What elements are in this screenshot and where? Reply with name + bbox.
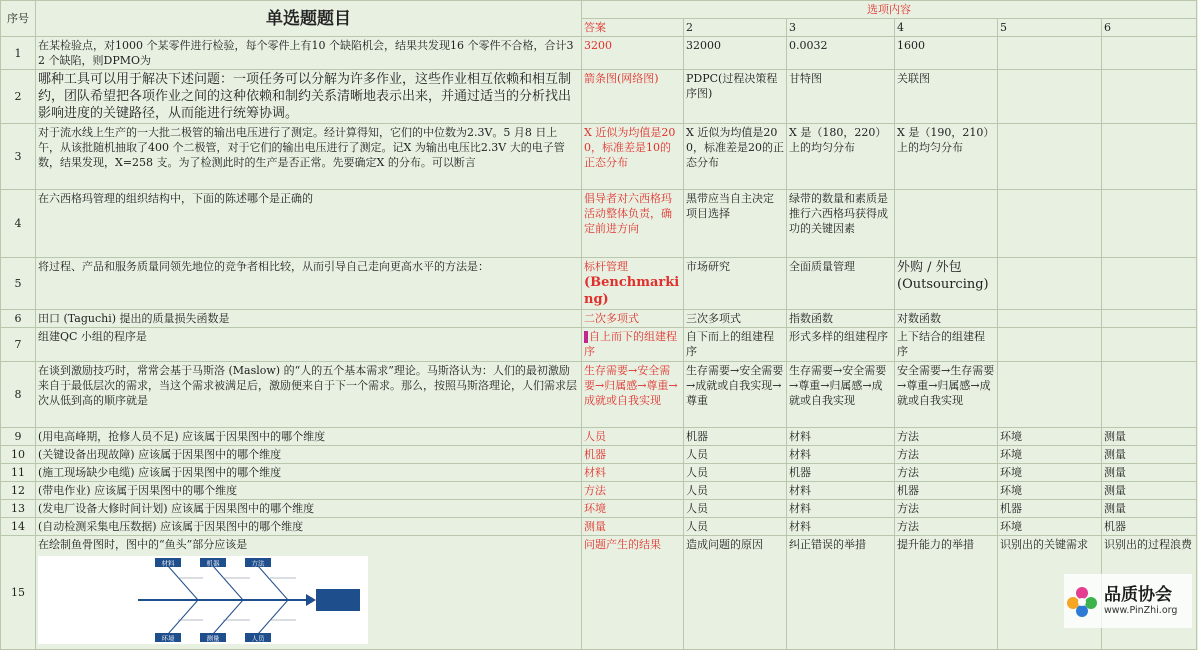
table-row <box>1 190 1197 258</box>
option-cell[interactable] <box>1102 190 1197 258</box>
row-number[interactable]: 5 <box>1 258 36 310</box>
fishbone-top-label: 机器 <box>206 559 220 568</box>
question-cell[interactable]: (自动检测采集电压数据) 应该属于因果图中的哪个维度 <box>36 518 582 536</box>
option-cell[interactable] <box>895 258 998 310</box>
fishbone-bottom-label: 人员 <box>251 634 265 643</box>
option-cell[interactable] <box>998 258 1102 310</box>
header-row <box>1 1 1197 19</box>
option-cell[interactable]: 人员 <box>684 464 787 482</box>
row-number[interactable]: 8 <box>1 362 36 428</box>
fishbone-bottom-label: 测量 <box>206 634 220 643</box>
option-cell[interactable]: 黑带应当自主决定项目选择 <box>684 190 787 258</box>
row-number[interactable]: 1 <box>1 37 36 70</box>
answer-cell[interactable]: 倡导者对六西格玛活动整体负责，确定前进方向 <box>582 190 684 258</box>
option-cell[interactable]: 生存需要→安全需要→成就或自我实现→尊重 <box>684 362 787 428</box>
option-cell[interactable] <box>998 310 1102 328</box>
flower-logo-icon <box>1064 583 1100 619</box>
option-cell[interactable] <box>895 190 998 258</box>
option-cell[interactable] <box>1102 70 1197 124</box>
answer-cell[interactable] <box>582 258 684 310</box>
answer-cell[interactable]: X 近似为均值是200，标准差是10的正态分布 <box>582 124 684 190</box>
text-cursor-icon <box>584 331 588 343</box>
option-cell[interactable]: X 是（190，210）上的均匀分布 <box>895 124 998 190</box>
question-cell[interactable]: 田口 (Taguchi) 提出的质量损失函数是 <box>36 310 582 328</box>
option-cell[interactable]: 机器 <box>684 428 787 446</box>
pinzhi-logo <box>1064 574 1192 628</box>
option-cell[interactable]: 测量 <box>1102 446 1197 464</box>
option-cell[interactable]: 方法 <box>895 446 998 464</box>
fishbone-bottom-label: 环境 <box>161 634 175 643</box>
question-text: 在绘制鱼骨图时，图中的“鱼头”部分应该是 <box>38 538 248 551</box>
row-number[interactable]: 13 <box>1 500 36 518</box>
option-cell[interactable] <box>1102 124 1197 190</box>
option-cell[interactable]: 环境 <box>998 428 1102 446</box>
question-cell[interactable]: 在某检验点，对1000 个某零件进行检验，每个零件上有10 个缺陷机会，结果共发现16 个零件不合格，合计32 个缺陷，则DPMO为 <box>36 37 582 70</box>
option-cell[interactable]: 机器 <box>787 464 895 482</box>
answer-cell[interactable]: 方法 <box>582 482 684 500</box>
answer-cell[interactable]: 材料 <box>582 464 684 482</box>
option-cell[interactable]: 材料 <box>787 500 895 518</box>
option-cell[interactable]: 市场研究 <box>684 258 787 310</box>
question-cell[interactable]: 在六西格玛管理的组织结构中，下面的陈述哪个是正确的 <box>36 190 582 258</box>
header-col-5[interactable]: 5 <box>998 19 1102 37</box>
option-cell[interactable]: 三次多项式 <box>684 310 787 328</box>
header-col-4[interactable]: 4 <box>895 19 998 37</box>
table-row <box>1 536 1197 650</box>
option-cell[interactable]: 纠正错误的举措 <box>787 536 895 650</box>
table-row <box>1 310 1197 328</box>
option-cell[interactable]: 上下结合的组建程序 <box>895 328 998 362</box>
answer-cell[interactable]: 机器 <box>582 446 684 464</box>
option-cell[interactable]: 材料 <box>787 518 895 536</box>
fishbone-top-label: 方法 <box>251 559 265 568</box>
option-cell[interactable]: 方法 <box>895 464 998 482</box>
fishbone-image <box>38 556 368 644</box>
table-row <box>1 328 1197 362</box>
option-cell[interactable]: 机器 <box>998 500 1102 518</box>
row-number[interactable]: 14 <box>1 518 36 536</box>
option-cell[interactable]: 环境 <box>998 482 1102 500</box>
option-cell[interactable]: 测量 <box>1102 482 1197 500</box>
option-cell[interactable]: 测量 <box>1102 464 1197 482</box>
option-line-english: (Outsourcing) <box>897 277 989 292</box>
option-cell[interactable]: 生存需要→安全需要→尊重→归属感→成就或自我实现 <box>787 362 895 428</box>
question-cell[interactable]: (关键设备出现故障) 应该属于因果图中的哪个维度 <box>36 446 582 464</box>
option-cell[interactable] <box>998 362 1102 428</box>
option-cell[interactable]: 指数函数 <box>787 310 895 328</box>
header-col-3[interactable]: 3 <box>787 19 895 37</box>
table-row <box>1 258 1197 310</box>
answer-cell[interactable]: 测量 <box>582 518 684 536</box>
option-cell[interactable] <box>998 70 1102 124</box>
option-cell[interactable]: X 近似为均值是200，标准差是20的正态分布 <box>684 124 787 190</box>
option-cell[interactable]: 1600 <box>895 37 998 70</box>
row-number[interactable]: 9 <box>1 428 36 446</box>
answer-line: 标杆管理 <box>584 260 628 273</box>
header-answer[interactable]: 答案 <box>582 19 684 37</box>
question-cell[interactable]: 组建QC 小组的程序是 <box>36 328 582 362</box>
answer-cell[interactable] <box>582 328 684 362</box>
answer-cell[interactable]: 箭条图(网络图) <box>582 70 684 124</box>
option-cell[interactable]: 人员 <box>684 446 787 464</box>
row-number[interactable]: 4 <box>1 190 36 258</box>
option-cell[interactable] <box>998 124 1102 190</box>
table-row <box>1 518 1197 536</box>
option-cell[interactable]: 环境 <box>998 464 1102 482</box>
option-cell[interactable]: 材料 <box>787 446 895 464</box>
question-cell[interactable]: 将过程、产品和服务质量同领先地位的竞争者相比较，从而引导自己走向更高水平的方法是： <box>36 258 582 310</box>
table-row <box>1 124 1197 190</box>
table-row <box>1 482 1197 500</box>
option-cell[interactable]: 环境 <box>998 446 1102 464</box>
option-cell[interactable]: 人员 <box>684 500 787 518</box>
row-number[interactable]: 15 <box>1 536 36 650</box>
row-number[interactable]: 7 <box>1 328 36 362</box>
option-cell[interactable]: 方法 <box>895 500 998 518</box>
header-col-6[interactable]: 6 <box>1102 19 1197 37</box>
logo-text <box>1104 585 1177 617</box>
option-cell[interactable]: 形式多样的组建程序 <box>787 328 895 362</box>
option-cell[interactable]: 绿带的数量和素质是推行六西格玛获得成功的关键因素 <box>787 190 895 258</box>
option-cell[interactable]: 对数函数 <box>895 310 998 328</box>
header-seq[interactable]: 序号 <box>1 1 36 37</box>
table-row <box>1 428 1197 446</box>
question-cell[interactable] <box>36 536 582 650</box>
option-cell[interactable]: 安全需要→生存需要→尊重→归属感→成就或自我实现 <box>895 362 998 428</box>
option-cell[interactable]: 材料 <box>787 482 895 500</box>
answer-cell[interactable]: 二次多项式 <box>582 310 684 328</box>
option-cell[interactable] <box>998 37 1102 70</box>
answer-cell[interactable]: 环境 <box>582 500 684 518</box>
option-cell[interactable]: 甘特图 <box>787 70 895 124</box>
table-row <box>1 464 1197 482</box>
option-cell[interactable]: 方法 <box>895 428 998 446</box>
row-number[interactable]: 12 <box>1 482 36 500</box>
option-cell[interactable]: 关联图 <box>895 70 998 124</box>
option-cell[interactable]: 人员 <box>684 482 787 500</box>
option-cell[interactable]: 测量 <box>1102 428 1197 446</box>
option-cell[interactable] <box>998 190 1102 258</box>
option-cell[interactable]: 人员 <box>684 518 787 536</box>
logo-name: 品质协会 <box>1104 585 1172 605</box>
option-cell[interactable] <box>998 328 1102 362</box>
header-options-group[interactable]: 选项内容 <box>582 1 1197 19</box>
row-number[interactable]: 3 <box>1 124 36 190</box>
logo-url: www.PinZhi.org <box>1104 605 1178 616</box>
row-number[interactable]: 2 <box>1 70 36 124</box>
answer-cell[interactable]: 人员 <box>582 428 684 446</box>
option-cell[interactable]: 材料 <box>787 428 895 446</box>
option-cell[interactable] <box>1102 37 1197 70</box>
fishbone-top-label: 材料 <box>161 559 175 568</box>
table-row <box>1 37 1197 70</box>
option-cell[interactable]: 全面质量管理 <box>787 258 895 310</box>
question-cell[interactable]: (用电高峰期，抢修人员不足) 应该属于因果图中的哪个维度 <box>36 428 582 446</box>
question-cell[interactable]: (施工现场缺少电缆) 应该属于因果图中的哪个维度 <box>36 464 582 482</box>
fishbone-diagram <box>38 556 579 648</box>
table-row <box>1 446 1197 464</box>
option-cell[interactable]: 环境 <box>998 518 1102 536</box>
answer-cell[interactable]: 生存需要→安全需要→归属感→尊重→成就或自我实现 <box>582 362 684 428</box>
option-cell[interactable]: 32000 <box>684 37 787 70</box>
option-cell[interactable]: 机器 <box>895 482 998 500</box>
question-cell[interactable]: 在谈到激励技巧时，常常会基于马斯洛 (Maslow) 的“人的五个基本需求”理论。马斯洛认为：人们的最初激励来自于最低层次的需求，当这个需求被满足后，激励便来自于下一个需求。那么，按照马斯洛理论，人们需求层次从低到高的顺序就是 <box>36 362 582 428</box>
option-cell[interactable]: 测量 <box>1102 500 1197 518</box>
header-col-2[interactable]: 2 <box>684 19 787 37</box>
answer-cell[interactable]: 3200 <box>582 37 684 70</box>
option-cell[interactable]: 识别出的关键需求 <box>998 536 1102 650</box>
option-cell[interactable]: 自下而上的组建程序 <box>684 328 787 362</box>
option-cell[interactable]: 识别出的过程浪费 <box>1102 536 1197 650</box>
question-cell[interactable]: (发电厂设备大修时间计划) 应该属于因果图中的哪个维度 <box>36 500 582 518</box>
option-cell[interactable] <box>1102 258 1197 310</box>
table-row <box>1 362 1197 428</box>
option-cell[interactable] <box>1102 328 1197 362</box>
answer-line-english: (Benchmarking) <box>584 275 680 307</box>
answer-text: 自上而下的组建程序 <box>584 330 677 358</box>
option-cell[interactable]: 方法 <box>895 518 998 536</box>
row-number[interactable]: 11 <box>1 464 36 482</box>
option-cell[interactable] <box>1102 310 1197 328</box>
answer-cell[interactable]: 问题产生的结果 <box>582 536 684 650</box>
fishbone-head <box>316 589 360 611</box>
table-row <box>1 70 1197 124</box>
row-number[interactable]: 10 <box>1 446 36 464</box>
option-cell[interactable] <box>1102 362 1197 428</box>
table-row <box>1 500 1197 518</box>
option-cell[interactable]: 提升能力的举措 <box>895 536 998 650</box>
question-cell[interactable]: (带电作业) 应该属于因果图中的哪个维度 <box>36 482 582 500</box>
question-cell[interactable]: 对于流水线上生产的一大批二极管的输出电压进行了测定。经计算得知，它们的中位数为2.3V。5 月8 日上午，从该批随机抽取了400 个二极管，对于它们的输出电压进行了测定。记X 为输出电压比2.3V 大的电子管数，结果发现，X=258 支。为了检测此时的生产是否正常。先要确定X 的分布。可以断言 <box>36 124 582 190</box>
option-cell[interactable]: 0.0032 <box>787 37 895 70</box>
option-cell[interactable]: 造成问题的原因 <box>684 536 787 650</box>
option-cell[interactable]: 机器 <box>1102 518 1197 536</box>
row-number[interactable]: 6 <box>1 310 36 328</box>
question-cell[interactable]: 哪种工具可以用于解决下述问题：一项任务可以分解为许多作业，这些作业相互依赖和相互制约，团队希望把各项作业之间的这种依赖和制约关系清晰地表示出来，并通过适当的分析找出影响进度的关键路径，从而能进行统筹协调。 <box>36 70 582 124</box>
option-cell[interactable]: X 是（180，220）上的均匀分布 <box>787 124 895 190</box>
option-line: 外购 / 外包 <box>897 260 962 275</box>
option-cell[interactable]: PDPC(过程决策程序图) <box>684 70 787 124</box>
header-title[interactable]: 单选题题目 <box>36 1 582 37</box>
